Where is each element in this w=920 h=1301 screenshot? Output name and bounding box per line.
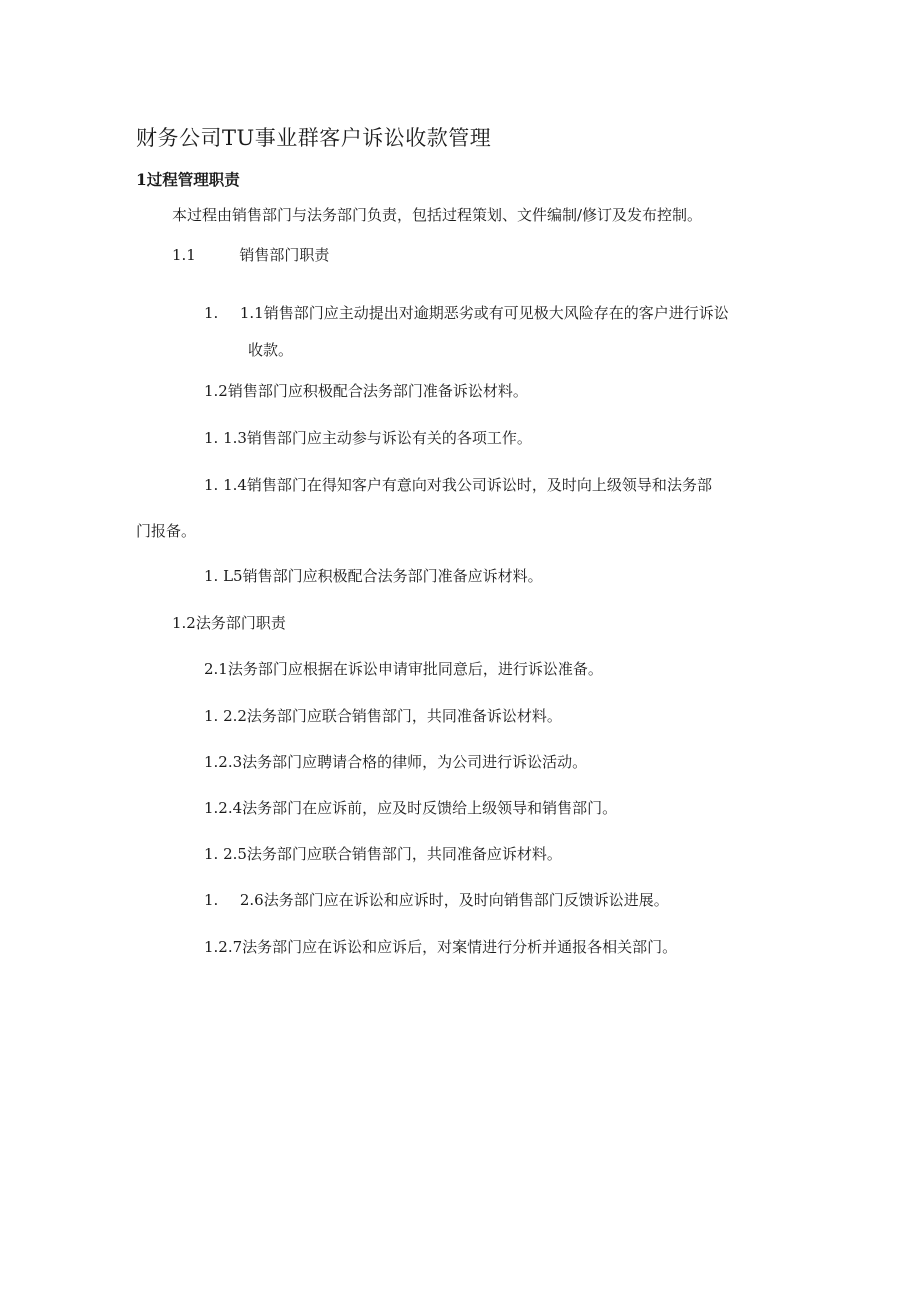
section-1-intro: 本过程由销售部门与法务部门负责，包括过程策划、文件编制/修订及发布控制。 bbox=[172, 206, 703, 224]
list-item-prefix: 1. bbox=[204, 304, 219, 322]
list-item-text: 1.1销售部门应主动提出对逾期恶劣或有可见极大风险存在的客户进行诉讼 bbox=[239, 304, 729, 322]
document-title: 财务公司TU事业群客户诉讼收款管理 bbox=[136, 126, 492, 150]
list-item: 1. 2.5法务部门应联合销售部门，共同准备应诉材料。 bbox=[204, 845, 562, 863]
list-item-text: 2.6法务部门应在诉讼和应诉时，及时向销售部门反馈诉讼进展。 bbox=[239, 891, 669, 909]
section-1-heading: 1过程管理职责 bbox=[136, 170, 240, 189]
section-1-1-label: 销售部门职责 bbox=[239, 246, 330, 264]
list-item: 1. 1.4销售部门在得知客户有意向对我公司诉讼时，及时向上级领导和法务部 bbox=[204, 476, 712, 494]
list-item: 1.2.4法务部门在应诉前，应及时反馈给上级领导和销售部门。 bbox=[204, 799, 618, 817]
list-item bbox=[204, 303, 729, 323]
list-item-continuation: 收款。 bbox=[248, 341, 294, 359]
list-item bbox=[204, 890, 669, 910]
list-item: 2.1法务部门应根据在诉讼申请审批同意后，进行诉讼准备。 bbox=[204, 660, 603, 678]
list-item-prefix: 1. bbox=[204, 891, 219, 909]
list-item: 1. 1.3销售部门应主动参与诉讼有关的各项工作。 bbox=[204, 429, 532, 447]
section-1-1-heading bbox=[172, 245, 329, 265]
section-1-1-number: 1.1 bbox=[172, 246, 196, 264]
list-item: 1.2.3法务部门应聘请合格的律师，为公司进行诉讼活动。 bbox=[204, 753, 588, 771]
list-item: 1.2.7法务部门应在诉讼和应诉后，对案情进行分析并通报各相关部门。 bbox=[204, 938, 678, 956]
list-item: 1. L5销售部门应积极配合法务部门准备应诉材料。 bbox=[204, 567, 543, 585]
list-item-continuation: 门报备。 bbox=[136, 522, 197, 540]
list-item: 1. 2.2法务部门应联合销售部门，共同准备诉讼材料。 bbox=[204, 707, 562, 725]
list-item: 1.2销售部门应积极配合法务部门准备诉讼材料。 bbox=[204, 382, 528, 400]
section-1-2-heading: 1.2法务部门职责 bbox=[172, 614, 286, 632]
